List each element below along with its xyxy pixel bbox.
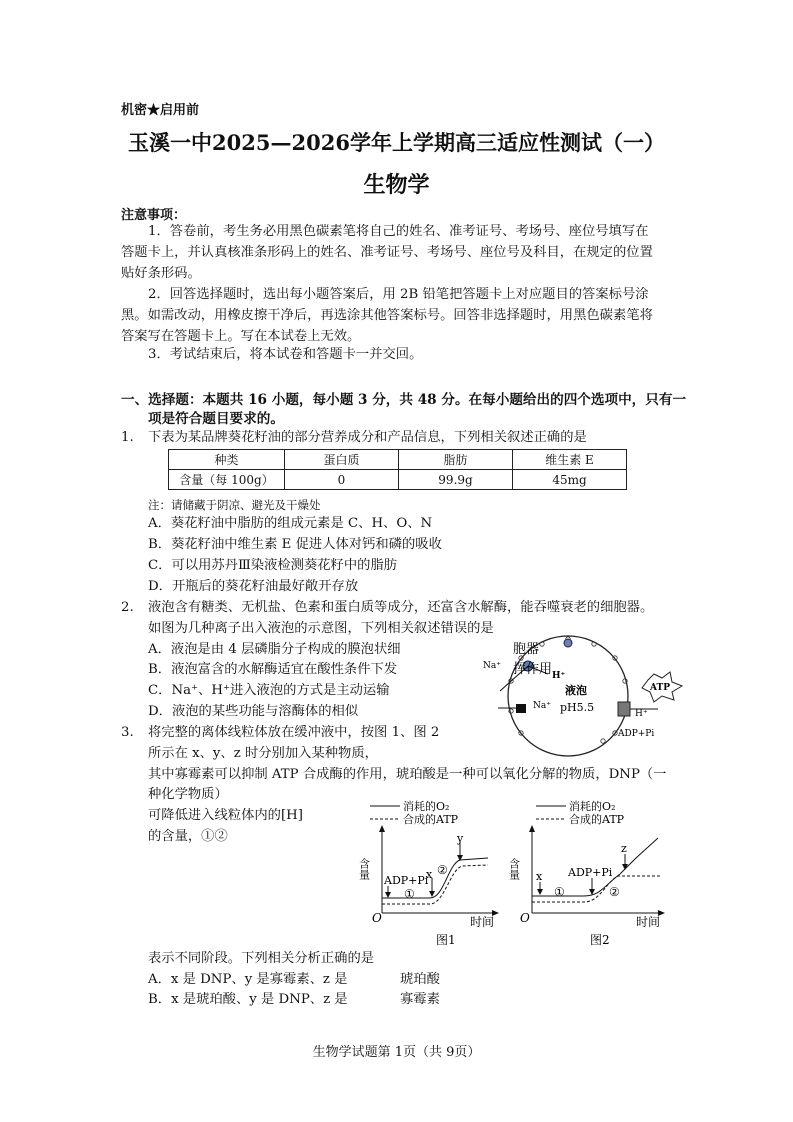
label-x: x — [426, 868, 433, 881]
label-na-inner: Na⁺ — [533, 701, 551, 711]
label-ph: pH5.5 — [560, 701, 595, 714]
caption: 图2 — [590, 933, 610, 947]
q3-stem-line-4: 种化学物质） — [148, 787, 228, 802]
table-header-cell: 蛋白质 — [285, 450, 399, 470]
q2-stem-line-1: 液泡含有糖类、无机盐、色素和蛋白质等成分，还富含水解酶，能吞噬衰老的细胞器。 — [148, 600, 654, 615]
q3-number: 3. — [121, 725, 134, 740]
origin: O — [372, 911, 382, 925]
nutrition-table — [168, 449, 627, 490]
q3-stem-line-5: 可降低进入线粒体内的[H] — [148, 808, 303, 823]
q3-stem-line-3: 其中寡霉素可以抑制 ATP 合成酶的作用，琥珀酸是一种可以氧化分解的物质，DNP（一 — [148, 767, 667, 782]
q3-stem-line-2: 所示在 x、y、z 时分别加入某种物质， — [148, 746, 378, 761]
label-z: z — [621, 842, 627, 855]
table-cell: 99.9g — [399, 470, 513, 490]
q3-option-b: B．x 是琥珀酸、y 是 DNP、z 是 — [148, 992, 348, 1007]
label-na-left: Na⁺ — [483, 661, 501, 671]
legend-o2: 消耗的O₂ — [569, 800, 616, 813]
section-heading-line-1: 一、选择题：本题共 16 小题，每小题 3 分，共 48 分。在每小题给出的四个选项中，只有一 — [121, 392, 687, 408]
label-h-top: H⁺ — [552, 671, 566, 681]
table-header-row — [169, 450, 627, 470]
table-header-cell: 种类 — [169, 450, 285, 470]
h-pump — [618, 702, 630, 716]
q1-option-d: D．开瓶后的葵花籽油最好敞开存放 — [148, 579, 359, 594]
q2-option-c: C．Na⁺、H⁺进入液泡的方式是主动运输 — [148, 683, 390, 698]
section-heading-line-2: 项是符合题目要求的。 — [148, 411, 284, 427]
page-footer: 生物学试题第 1页（共 9页） — [312, 1045, 481, 1060]
note-1-line-3: 贴好条形码。 — [121, 266, 201, 281]
note-2-line-1: 2．回答选择题时，选出每小题答案后，用 2B 铅笔把答题卡上对应题目的答案标号涂 — [148, 287, 649, 302]
q2-stem-line-2: 如图为几种离子出入液泡的示意图，下列相关叙述错误的是 — [148, 621, 494, 636]
legend-atp: 合成的ATP — [403, 813, 459, 826]
label-h-right: H⁺ — [635, 709, 648, 719]
figure-2 — [507, 798, 670, 948]
atp-line — [532, 876, 660, 902]
label-adp: ADP+Pi — [568, 866, 613, 879]
table-cell: 0 — [285, 470, 399, 490]
subject-title: 生物学 — [363, 172, 430, 198]
q1-number: 1. — [121, 430, 134, 445]
stage-1: ① — [554, 885, 565, 899]
label-x: x — [536, 870, 543, 883]
q3-stem-line-1: 将完整的离体线粒体放在缓冲液中，按图 1、图 2 — [148, 725, 440, 740]
note-2-line-3: 答案写在答题卡上。写在本试卷上无效。 — [121, 329, 361, 344]
confidential-mark: 机密★启用前 — [121, 103, 200, 118]
q2-option-a: A．液泡是由 4 层磷脂分子构成的膜泡状细 — [148, 642, 401, 657]
table-row — [169, 470, 627, 490]
table-cell: 45mg — [513, 470, 627, 490]
exam-title: 玉溪一中2025—2026学年上学期高三适应性测试（一） — [128, 130, 665, 155]
q1-stem: 下表为某品牌葵花籽油的部分营养成分和产品信息，下列相关叙述正确的是 — [148, 430, 587, 445]
table-cell: 含量（每 100g） — [169, 470, 285, 490]
q3-stem-line-6: 的含量，①② — [148, 829, 228, 844]
legend-atp: 合成的ATP — [569, 813, 625, 826]
vacuole-diagram — [478, 636, 688, 746]
caption: 图1 — [436, 933, 456, 947]
q2-option-b: B．液泡富含的水解酶适宜在酸性条件下发 — [148, 662, 398, 677]
q1-option-b: B．葵花籽油中维生素 E 促进人体对钙和磷的吸收 — [148, 537, 442, 552]
stage-2: ② — [609, 885, 620, 899]
legend-o2: 消耗的O₂ — [403, 800, 450, 813]
protein-top — [564, 639, 572, 647]
note-1-line-2: 答题卡上，并认真核准条形码上的姓名、准考证号、考场号、座位号及科目，在规定的位置 — [121, 245, 653, 260]
figure-1 — [357, 798, 502, 948]
label-adp: ADP+Pi — [384, 874, 429, 887]
x-label: 时间 — [636, 915, 661, 929]
label-atp: ATP — [650, 683, 670, 693]
q2-option-d: D．液泡的某些功能与溶酶体的相似 — [148, 704, 359, 719]
stage-2: ② — [437, 863, 448, 877]
label-cell: 胞器 — [513, 642, 540, 657]
label-y: y — [457, 832, 464, 845]
notes-heading: 注意事项： — [121, 208, 187, 223]
q3-stem-line-7: 表示不同阶段。下列相关分析正确的是 — [148, 951, 375, 966]
table-header-cell: 脂肪 — [399, 450, 513, 470]
note-3: 3．考试结束后，将本试卷和答题卡一并交回。 — [148, 347, 423, 362]
label-adp: ADP+Pi — [618, 729, 655, 739]
q3-option-a: A．x 是 DNP、y 是寡霉素、z 是 — [148, 972, 348, 987]
q2-number: 2. — [121, 600, 134, 615]
label-act: 挥作用 — [513, 662, 553, 677]
y-label: 含量 — [357, 858, 371, 880]
note-1-line-1: 1．答卷前，考生务必用黑色碳素笔将自己的姓名、准考证号、考场号、座位号填写在 — [148, 224, 649, 239]
q1-option-c: C．可以用苏丹Ⅲ染液检测葵花籽中的脂肪 — [148, 558, 398, 573]
q3-option-a-end: 琥珀酸 — [400, 972, 440, 987]
q1-option-a: A．葵花籽油中脂肪的组成元素是 C、H、O、N — [148, 516, 433, 531]
x-label: 时间 — [470, 915, 495, 929]
note-2-line-2: 黑。如需改动，用橡皮擦干净后，再选涂其他答案标号。回答非选择题时，用黑色碳素笔将 — [121, 308, 653, 323]
stage-1: ① — [404, 887, 415, 901]
label-vacuole: 液泡 — [565, 684, 587, 697]
q3-option-b-end: 寡霉素 — [400, 992, 440, 1007]
origin: O — [520, 911, 530, 925]
y-label: 含量 — [507, 858, 521, 880]
table-header-cell: 维生素 E — [513, 450, 627, 470]
table-note: 注：请储藏于阴凉、避光及干燥处 — [148, 498, 321, 512]
